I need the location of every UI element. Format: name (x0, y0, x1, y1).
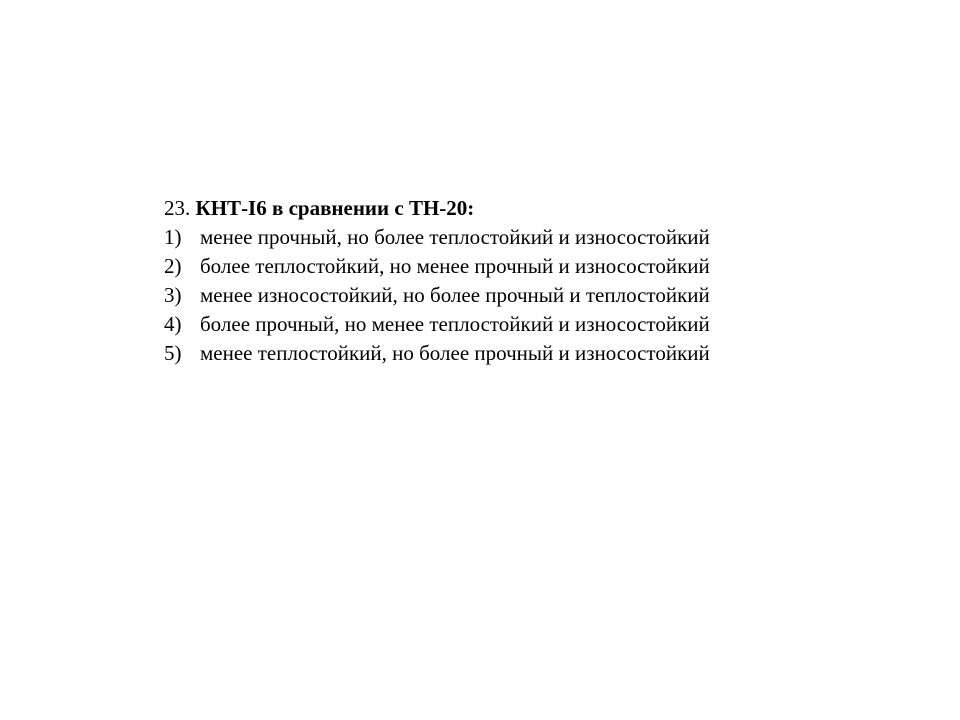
option-number: 5) (164, 341, 182, 365)
option-text: более прочный, но менее теплостойкий и износостойкий (200, 312, 710, 336)
option-number: 1) (164, 225, 182, 249)
option-number: 4) (164, 312, 182, 336)
question-number: 23. (164, 196, 191, 220)
option-number: 3) (164, 283, 182, 307)
answer-option-3 (164, 281, 864, 310)
option-text: менее износостойкий, но более прочный и теплостойкий (200, 283, 710, 307)
question-title (164, 194, 864, 223)
answer-option-1 (164, 223, 864, 252)
option-number: 2) (164, 254, 182, 278)
option-text: более теплостойкий, но менее прочный и износостойкий (200, 254, 710, 278)
question-block (164, 194, 864, 368)
option-text: менее прочный, но более теплостойкий и износостойкий (200, 225, 710, 249)
answer-option-4 (164, 310, 864, 339)
answer-option-5 (164, 339, 864, 368)
answer-option-2 (164, 252, 864, 281)
question-text: КНТ-I6 в сравнении с ТН-20: (195, 196, 475, 220)
answer-options (164, 223, 864, 368)
option-text: менее теплостойкий, но более прочный и износостойкий (200, 341, 710, 365)
